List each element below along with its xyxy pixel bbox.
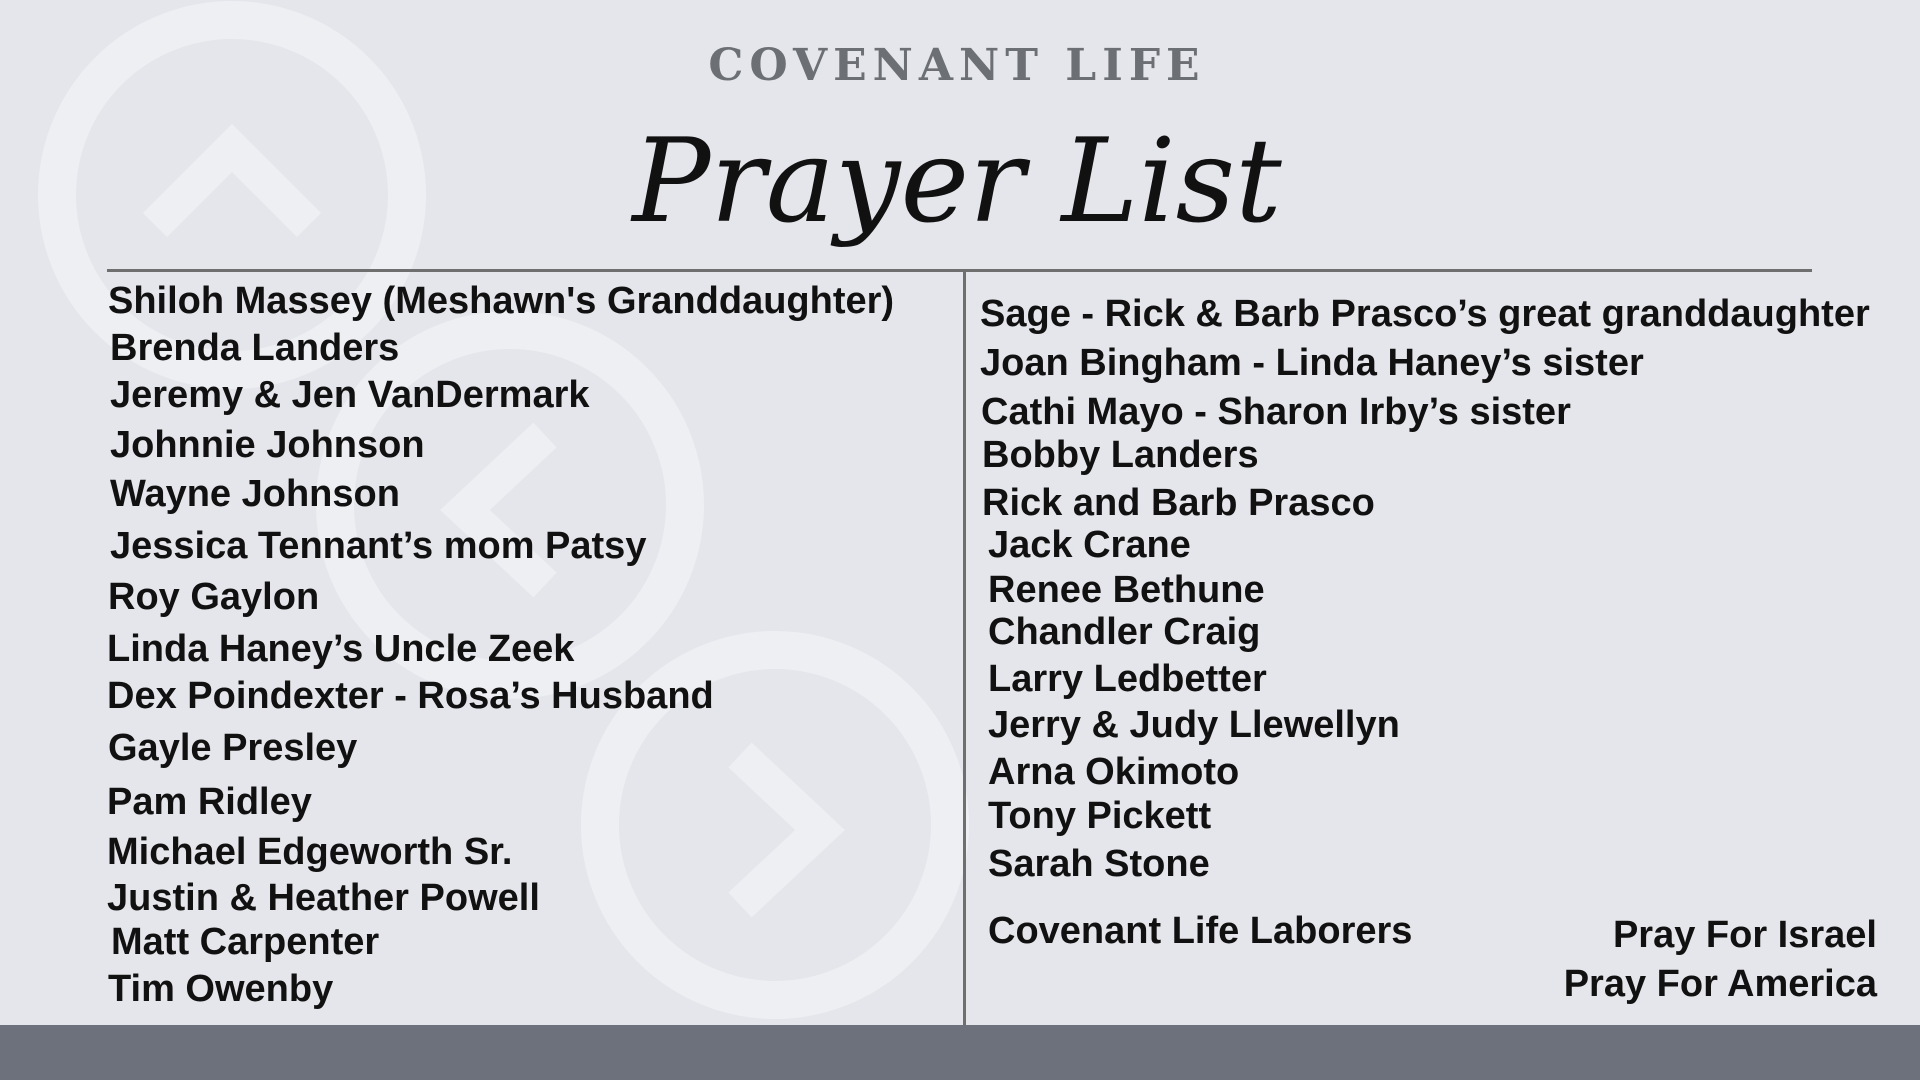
right-list-item: Cathi Mayo - Sharon Irby’s sister	[981, 391, 1571, 433]
left-list-item: Matt Carpenter	[111, 921, 380, 963]
deco-chevron-right-icon	[740, 755, 820, 905]
left-list-item: Jeremy & Jen VanDermark	[110, 374, 590, 416]
column-divider	[963, 270, 966, 1025]
left-list-item: Gayle Presley	[108, 727, 358, 769]
right-list-item: Joan Bingham - Linda Haney’s sister	[980, 342, 1644, 384]
right-list-item: Tony Pickett	[988, 795, 1212, 837]
footer-bar	[0, 1025, 1920, 1080]
right-list-item: Jerry & Judy Llewellyn	[988, 704, 1400, 746]
left-list-item: Justin & Heather Powell	[107, 877, 540, 919]
closing-line: Pray For America	[1563, 963, 1877, 1005]
right-list-item: Larry Ledbetter	[988, 658, 1267, 700]
left-list-item: Wayne Johnson	[110, 473, 400, 515]
right-list-item: Covenant Life Laborers	[988, 910, 1413, 952]
left-list-item: Shiloh Massey (Meshawn's Granddaughter)	[108, 280, 895, 322]
header-divider	[107, 269, 1812, 272]
right-list-item: Bobby Landers	[982, 434, 1259, 476]
right-list-item: Sage - Rick & Barb Prasco’s great granddaughter	[980, 293, 1870, 335]
left-list-item: Johnnie Johnson	[110, 424, 425, 466]
org-name: COVENANT LIFE	[708, 40, 1206, 91]
left-list-item: Dex Poindexter - Rosa’s Husband	[107, 675, 714, 717]
right-list-item: Arna Okimoto	[988, 751, 1240, 793]
right-list-item: Chandler Craig	[988, 611, 1261, 653]
right-list-item: Sarah Stone	[988, 843, 1210, 885]
left-list-item: Tim Owenby	[108, 968, 334, 1010]
left-list-item: Roy Gaylon	[108, 576, 320, 618]
left-list-item: Michael Edgeworth Sr.	[107, 831, 513, 873]
page-title: Prayer List	[632, 114, 1282, 249]
left-list-item: Linda Haney’s Uncle Zeek	[107, 628, 575, 670]
left-list-item: Brenda Landers	[110, 327, 400, 369]
closing-line: Pray For Israel	[1612, 914, 1877, 956]
left-list-item: Jessica Tennant’s mom Patsy	[110, 525, 647, 567]
right-list-item: Rick and Barb Prasco	[982, 482, 1375, 524]
left-list-item: Pam Ridley	[107, 781, 312, 823]
right-list-item: Jack Crane	[988, 524, 1191, 566]
right-list-item: Renee Bethune	[988, 569, 1265, 611]
